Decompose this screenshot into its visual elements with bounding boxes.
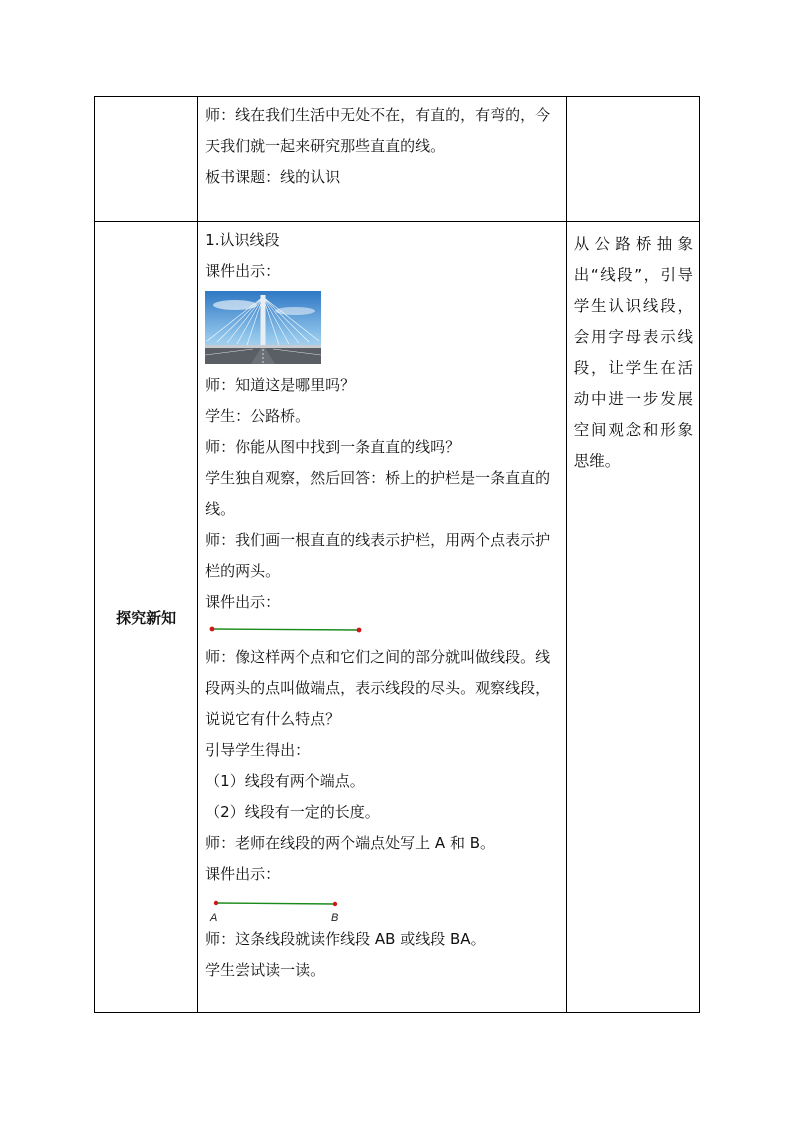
courseware-label: 课件出示：: [205, 593, 281, 611]
feature-point: （1）线段有两个端点。: [205, 772, 365, 790]
segment-line: [216, 903, 335, 904]
courseware-label: 课件出示：: [205, 262, 281, 280]
endpoint: [210, 627, 215, 632]
student-answer: 学生独自观察，然后回答：桥上的护栏是一条直直的线。: [205, 469, 551, 518]
table-row: [95, 97, 700, 222]
endpoint-b: [333, 902, 337, 906]
label-b: B: [331, 912, 339, 924]
section-label: 探究新知: [95, 222, 198, 1013]
teacher-statement: 师：这条线段就读作线段 AB 或线段 BA。: [205, 930, 486, 948]
intro-paragraph: 师：线在我们生活中无处不在，有直的，有弯的，今天我们就一起来研究那些直直的线。: [205, 106, 551, 155]
feature-point: （2）线段有一定的长度。: [205, 803, 380, 821]
student-activity: 学生尝试读一读。: [205, 961, 326, 979]
note-cell: [566, 222, 699, 1013]
teacher-statement: 师：像这样两个点和它们之间的部分就叫做线段。线段两头的点叫做端点，表示线段的尽头。观察线段，说说它有什么特点？: [205, 648, 551, 728]
endpoint-a: [214, 901, 218, 905]
teacher-question: 师：知道这是哪里吗？: [205, 376, 356, 394]
student-answer: 学生：公路桥。: [205, 407, 311, 425]
note-cell-empty: [566, 97, 699, 222]
content-cell-explore: [198, 222, 567, 1013]
teacher-statement: 师：老师在线段的两个端点处写上 A 和 B。: [205, 834, 496, 852]
labeled-segment-figure: [209, 894, 359, 924]
teacher-statement: 师：我们画一根直直的线表示护栏，用两个点表示护栏的两头。: [205, 531, 551, 580]
section-heading: 1.认识线段: [205, 231, 280, 249]
courseware-label: 课件出示：: [205, 865, 281, 883]
bridge-photo: [205, 291, 321, 364]
content-cell-intro: [198, 97, 567, 222]
label-a: A: [210, 912, 218, 924]
design-intent-note: 从公路桥抽象出“线段”，引导学生认识线段，会用字母表示线段，让学生在活动中进一步发展空间观念和形象思维。: [573, 235, 693, 470]
table-row: [95, 222, 700, 1013]
teacher-question: 师：你能从图中找到一条直直的线吗？: [205, 438, 461, 456]
endpoint: [357, 628, 362, 633]
guide-text: 引导学生得出：: [205, 741, 311, 759]
segment-line: [212, 629, 359, 630]
lesson-plan-table: [94, 96, 700, 1013]
line-segment-figure: [209, 624, 365, 636]
board-title: 板书课题：线的认识: [205, 168, 341, 186]
label-cell-empty: [95, 97, 198, 222]
